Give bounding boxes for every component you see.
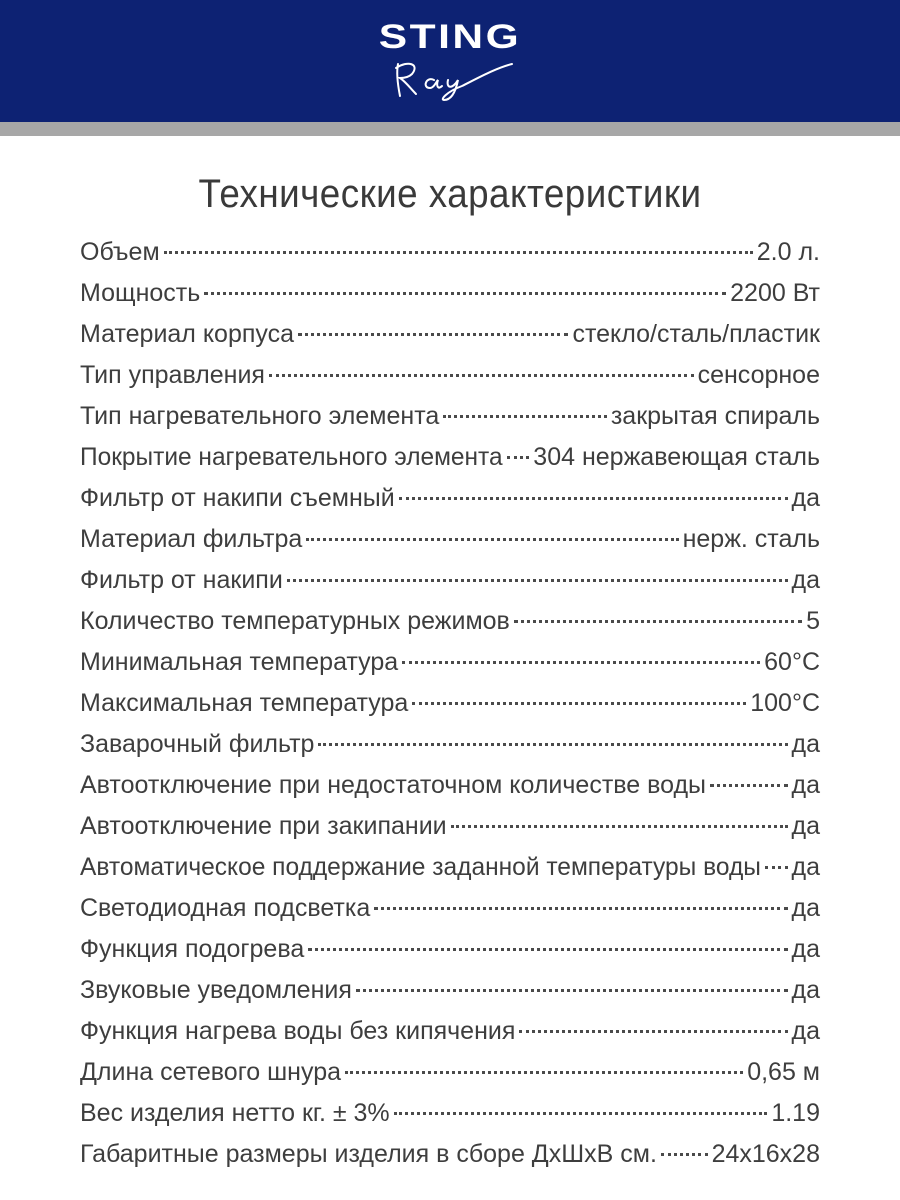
dot-leader xyxy=(399,497,788,500)
logo-script-signature xyxy=(386,56,516,102)
spec-value: да xyxy=(791,730,820,758)
spec-row xyxy=(80,314,820,355)
dot-leader xyxy=(374,907,787,910)
dot-leader xyxy=(443,415,607,418)
spec-row xyxy=(80,929,820,970)
dot-leader xyxy=(451,825,788,828)
spec-value: закрытая спираль xyxy=(610,402,820,430)
dot-leader xyxy=(204,292,726,295)
dot-leader xyxy=(306,538,678,541)
brand-logo xyxy=(0,18,900,56)
dot-leader xyxy=(345,1071,743,1074)
dot-leader xyxy=(402,661,760,664)
spec-label: Фильтр от накипи съемный xyxy=(80,484,395,512)
spec-row xyxy=(80,1134,820,1175)
dot-leader xyxy=(164,251,753,254)
spec-row xyxy=(80,478,820,519)
dot-leader xyxy=(710,784,787,787)
dot-leader xyxy=(519,1030,787,1033)
dot-leader xyxy=(287,579,788,582)
dot-leader xyxy=(507,456,530,459)
spec-row xyxy=(80,765,820,806)
spec-label: Фильтр от накипи xyxy=(80,566,283,594)
spec-value: да xyxy=(791,812,820,840)
spec-row xyxy=(80,683,820,724)
spec-value: да xyxy=(791,566,820,594)
spec-label: Материал корпуса xyxy=(80,320,295,348)
spec-value: нерж. сталь xyxy=(682,525,820,553)
spec-label: Тип нагревательного элемента xyxy=(80,402,440,430)
spec-row xyxy=(80,560,820,601)
spec-row xyxy=(80,847,820,888)
dot-leader xyxy=(394,1112,768,1115)
dot-leader xyxy=(356,989,788,992)
spec-row xyxy=(80,724,820,765)
spec-value: 2.0 л. xyxy=(756,238,820,266)
spec-value: да xyxy=(791,484,820,512)
spec-label: Тип управления xyxy=(80,361,265,389)
spec-row xyxy=(80,355,820,396)
dot-leader xyxy=(412,702,746,705)
logo-wordmark: STING xyxy=(378,18,522,56)
spec-label: Светодиодная подсветка xyxy=(80,894,371,922)
dot-leader xyxy=(308,948,787,951)
spec-label: Габаритные размеры изделия в сборе ДхШхВ см. xyxy=(80,1140,657,1168)
spec-value: 304 нержавеющая сталь xyxy=(533,443,820,471)
spec-label: Количество температурных режимов xyxy=(80,607,510,635)
spec-value: 24х16х28 xyxy=(711,1140,820,1168)
spec-row xyxy=(80,1093,820,1134)
spec-label: Минимальная температура xyxy=(80,648,399,676)
spec-row xyxy=(80,232,820,273)
spec-value: 0,65 м xyxy=(747,1058,820,1086)
spec-value: 5 xyxy=(806,607,820,635)
spec-row xyxy=(80,888,820,929)
spec-label: Вес изделия нетто кг. ± 3% xyxy=(80,1099,390,1127)
spec-row xyxy=(80,273,820,314)
dot-leader xyxy=(298,333,568,336)
spec-label: Звуковые уведомления xyxy=(80,976,352,1004)
header-stripe xyxy=(0,122,900,136)
spec-row xyxy=(80,519,820,560)
dot-leader xyxy=(661,1153,708,1156)
spec-value: да xyxy=(791,1017,820,1045)
spec-row xyxy=(80,601,820,642)
spec-row xyxy=(80,642,820,683)
spec-value: 100°С xyxy=(750,689,820,717)
spec-row xyxy=(80,1052,820,1093)
spec-row xyxy=(80,437,820,478)
spec-label: Объем xyxy=(80,238,160,266)
spec-label: Материал фильтра xyxy=(80,525,303,553)
spec-label: Максимальная температура xyxy=(80,689,409,717)
dot-leader xyxy=(514,620,802,623)
dot-leader xyxy=(765,866,788,869)
spec-value: 1.19 xyxy=(771,1099,820,1127)
spec-label: Покрытие нагревательного элемента xyxy=(80,443,503,471)
specs-table xyxy=(80,232,820,1175)
dot-leader xyxy=(318,743,787,746)
dot-leader xyxy=(269,374,694,377)
spec-label: Мощность xyxy=(80,279,201,307)
spec-row xyxy=(80,396,820,437)
page-title: Технические характеристики xyxy=(198,172,702,216)
spec-label: Автоотключение при недостаточном количестве воды xyxy=(80,771,707,799)
spec-value: да xyxy=(791,935,820,963)
spec-value: сенсорное xyxy=(697,361,820,389)
spec-value: да xyxy=(791,894,820,922)
spec-value: да xyxy=(791,853,820,881)
spec-label: Автоотключение при закипании xyxy=(80,812,447,840)
spec-row xyxy=(80,1011,820,1052)
spec-label: Длина сетевого шнура xyxy=(80,1058,341,1086)
spec-label: Функция подогрева xyxy=(80,935,305,963)
header-banner xyxy=(0,0,900,122)
spec-label: Автоматическое поддержание заданной температуры воды xyxy=(80,853,761,881)
spec-row xyxy=(80,806,820,847)
spec-value: да xyxy=(791,976,820,1004)
spec-value: стекло/сталь/пластик xyxy=(572,320,820,348)
spec-row xyxy=(80,970,820,1011)
spec-label: Заварочный фильтр xyxy=(80,730,315,758)
spec-value: 60°С xyxy=(764,648,820,676)
spec-value: 2200 Вт xyxy=(730,279,820,307)
spec-label: Функция нагрева воды без кипячения xyxy=(80,1017,516,1045)
spec-value: да xyxy=(791,771,820,799)
